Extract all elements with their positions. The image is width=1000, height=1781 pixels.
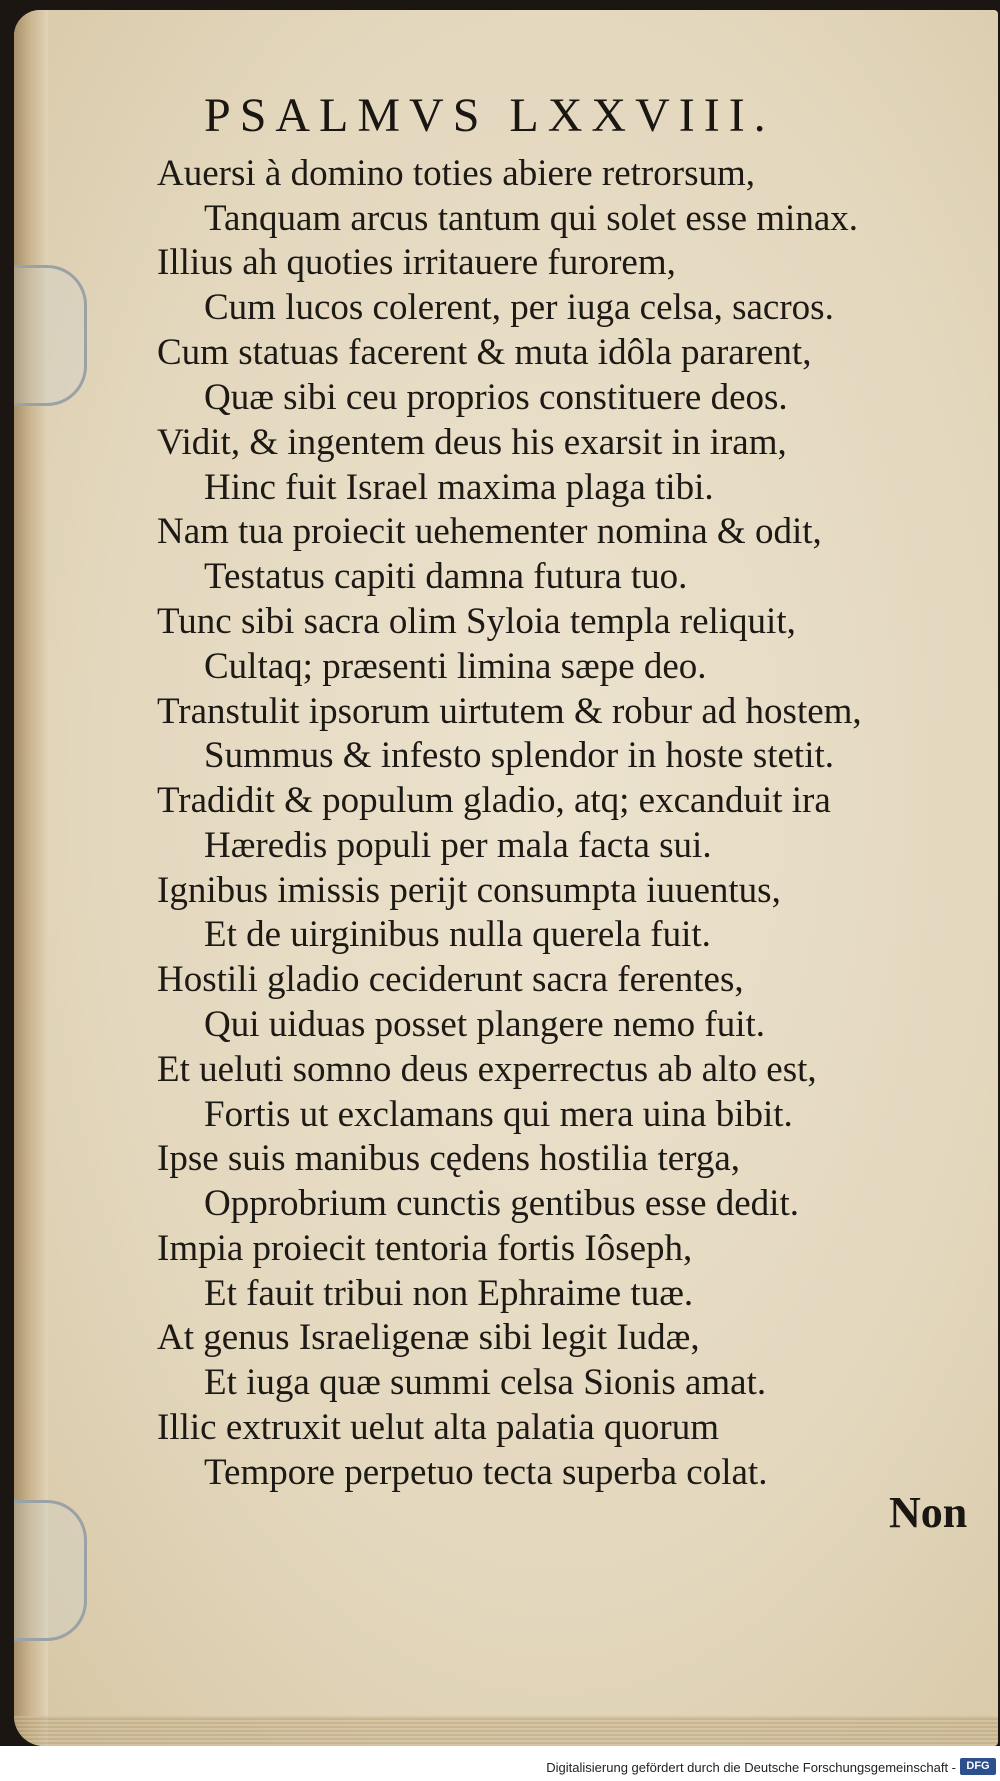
verse-line: Opprobrium cunctis gentibus esse dedit.	[204, 1183, 799, 1224]
verse-line: Cultaq; præsenti limina sæpe deo.	[204, 646, 707, 687]
catchword: Non	[889, 1488, 968, 1537]
verse-line: Cum lucos colerent, per iuga celsa, sacros.	[204, 287, 834, 328]
verse-line: Ignibus imissis perijt consumpta iuuentus,	[157, 870, 781, 911]
running-head: PSALMVS LXXVIII.	[204, 89, 775, 142]
footer-bar	[0, 1746, 1000, 1781]
verse-line: Transtulit ipsorum uirtutem & robur ad hostem,	[157, 691, 862, 732]
verse-line: Ipse suis manibus cędens hostilia terga,	[157, 1138, 740, 1179]
verse-line: Testatus capiti damna futura tuo.	[204, 556, 688, 597]
verse-line: Tanquam arcus tantum qui solet esse minax.	[204, 198, 859, 239]
verse-line: Et fauit tribui non Ephraime tuæ.	[204, 1273, 694, 1314]
verse-line: Summus & infesto splendor in hoste stetit.	[204, 735, 835, 776]
verse-line: Vidit, & ingentem deus his exarsit in iram,	[157, 422, 787, 463]
verse-line: Impia proiecit tentoria fortis Iôseph,	[157, 1228, 693, 1269]
page-edges	[14, 1716, 998, 1746]
dfg-logo: DFG	[960, 1758, 996, 1775]
verse-line: Cum statuas facerent & muta idôla pararent,	[157, 332, 812, 373]
verse-line: Quæ sibi ceu proprios constituere deos.	[204, 377, 788, 418]
footer-credit: Digitalisierung gefördert durch die Deutsche Forschungsgemeinschaft -	[546, 1760, 956, 1775]
verse-line: Tempore perpetuo tecta superba colat.	[204, 1452, 768, 1493]
verse-line: Hæredis populi per mala facta sui.	[204, 825, 712, 866]
verse-line: At genus Israeligenæ sibi legit Iudæ,	[157, 1317, 700, 1358]
book-page	[14, 10, 998, 1746]
verse-line: Tradidit & populum gladio, atq; excanduit ira	[157, 780, 831, 821]
verse-line: Tunc sibi sacra olim Syloia templa reliquit,	[157, 601, 796, 642]
verse-line: Hinc fuit Israel maxima plaga tibi.	[204, 467, 714, 508]
verse-line: Et iuga quæ summi celsa Sionis amat.	[204, 1362, 767, 1403]
verse-line: Illic extruxit uelut alta palatia quorum	[157, 1407, 720, 1448]
verse-line: Hostili gladio ceciderunt sacra ferentes,	[157, 959, 744, 1000]
verse-line: Fortis ut exclamans qui mera uina bibit.	[204, 1094, 793, 1135]
verse-line: Qui uiduas posset plangere nemo fuit.	[204, 1004, 766, 1045]
verse-line: Nam tua proiecit uehementer nomina & odit,	[157, 511, 822, 552]
verse-line: Auersi à domino toties abiere retrorsum,	[157, 153, 755, 194]
verse-line: Illius ah quoties irritauere furorem,	[157, 242, 676, 283]
psalm-text	[14, 10, 998, 1746]
verse-line: Et de uirginibus nulla querela fuit.	[204, 914, 711, 955]
verse-line: Et ueluti somno deus experrectus ab alto est,	[157, 1049, 817, 1090]
